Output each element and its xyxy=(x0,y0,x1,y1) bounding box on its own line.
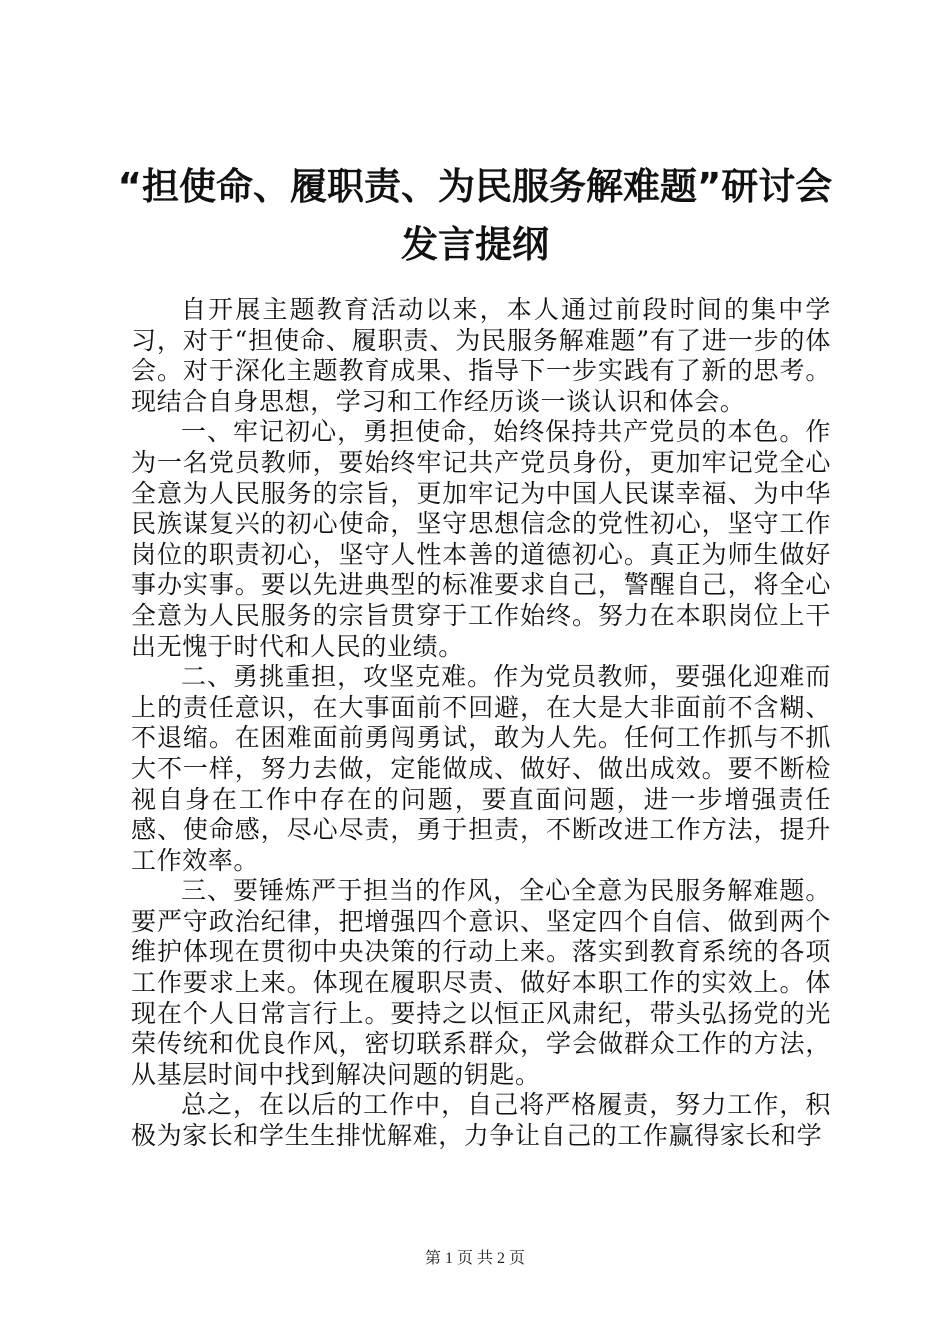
page-footer: 第 1 页 共 2 页 xyxy=(424,1250,525,1267)
title-line-2: 发言提纲 xyxy=(401,223,549,266)
title-line-1: “担使命、履职责、为民服务解难题”研讨会 xyxy=(117,165,833,208)
document-title xyxy=(100,158,850,274)
paragraph-section-2: 二、勇挑重担，攻坚克难。作为党员教师，要强化迎难而上的责任意识，在大事面前不回避，在大是大非面前不含糊、不退缩。在困难面前勇闯勇试，敢为人先。任何工作抓与不抓大不一样，努力去做，定能做成、做好、做出成效。要不断检视自身在工作中存在的问题，要直面问题，进一步增强责任感、使命感，尽心尽责，勇于担责，不断改进工作方法，提升工作效率。 xyxy=(131,662,831,875)
paragraph-intro: 自开展主题教育活动以来，本人通过前段时间的集中学习，对于“担使命、履职责、为民服务解难题”有了进一步的体会。对于深化主题教育成果、指导下一步实践有了新的思考。现结合自身思想，学习和工作经历谈一谈认识和体会。 xyxy=(131,295,831,416)
paragraph-section-1: 一、牢记初心，勇担使命，始终保持共产党员的本色。作为一名党员教师，要始终牢记共产党员身份，更加牢记党全心全意为人民服务的宗旨，更加牢记为中国人民谋幸福、为中华民族谋复兴的初心使命，坚守思想信念的党性初心，坚守工作岗位的职责初心，坚守人性本善的道德初心。真正为师生做好事办实事。要以先进典型的标准要求自己，警醒自己，将全心全意为人民服务的宗旨贯穿于工作始终。努力在本职岗位上干出无愧于时代和人民的业绩。 xyxy=(131,417,831,661)
paragraph-conclusion: 总之，在以后的工作中，自己将严格履责，努力工作，积极为家长和学生生排忧解难，力争让自己的工作赢得家长和学 xyxy=(131,1090,831,1151)
document-body xyxy=(131,295,831,1152)
paragraph-section-3: 三、要锤炼严于担当的作风，全心全意为民服务解难题。要严守政治纪律，把增强四个意识、坚定四个自信、做到两个维护体现在贯彻中央决策的行动上来。落实到教育系统的各项工作要求上来。体现在履职尽责、做好本职工作的实效上。体现在个人日常言行上。要持之以恒正风肃纪，带头弘扬党的光荣传统和优良作风，密切联系群众，学会做群众工作的方法，从基层时间中找到解决问题的钥匙。 xyxy=(131,876,831,1089)
